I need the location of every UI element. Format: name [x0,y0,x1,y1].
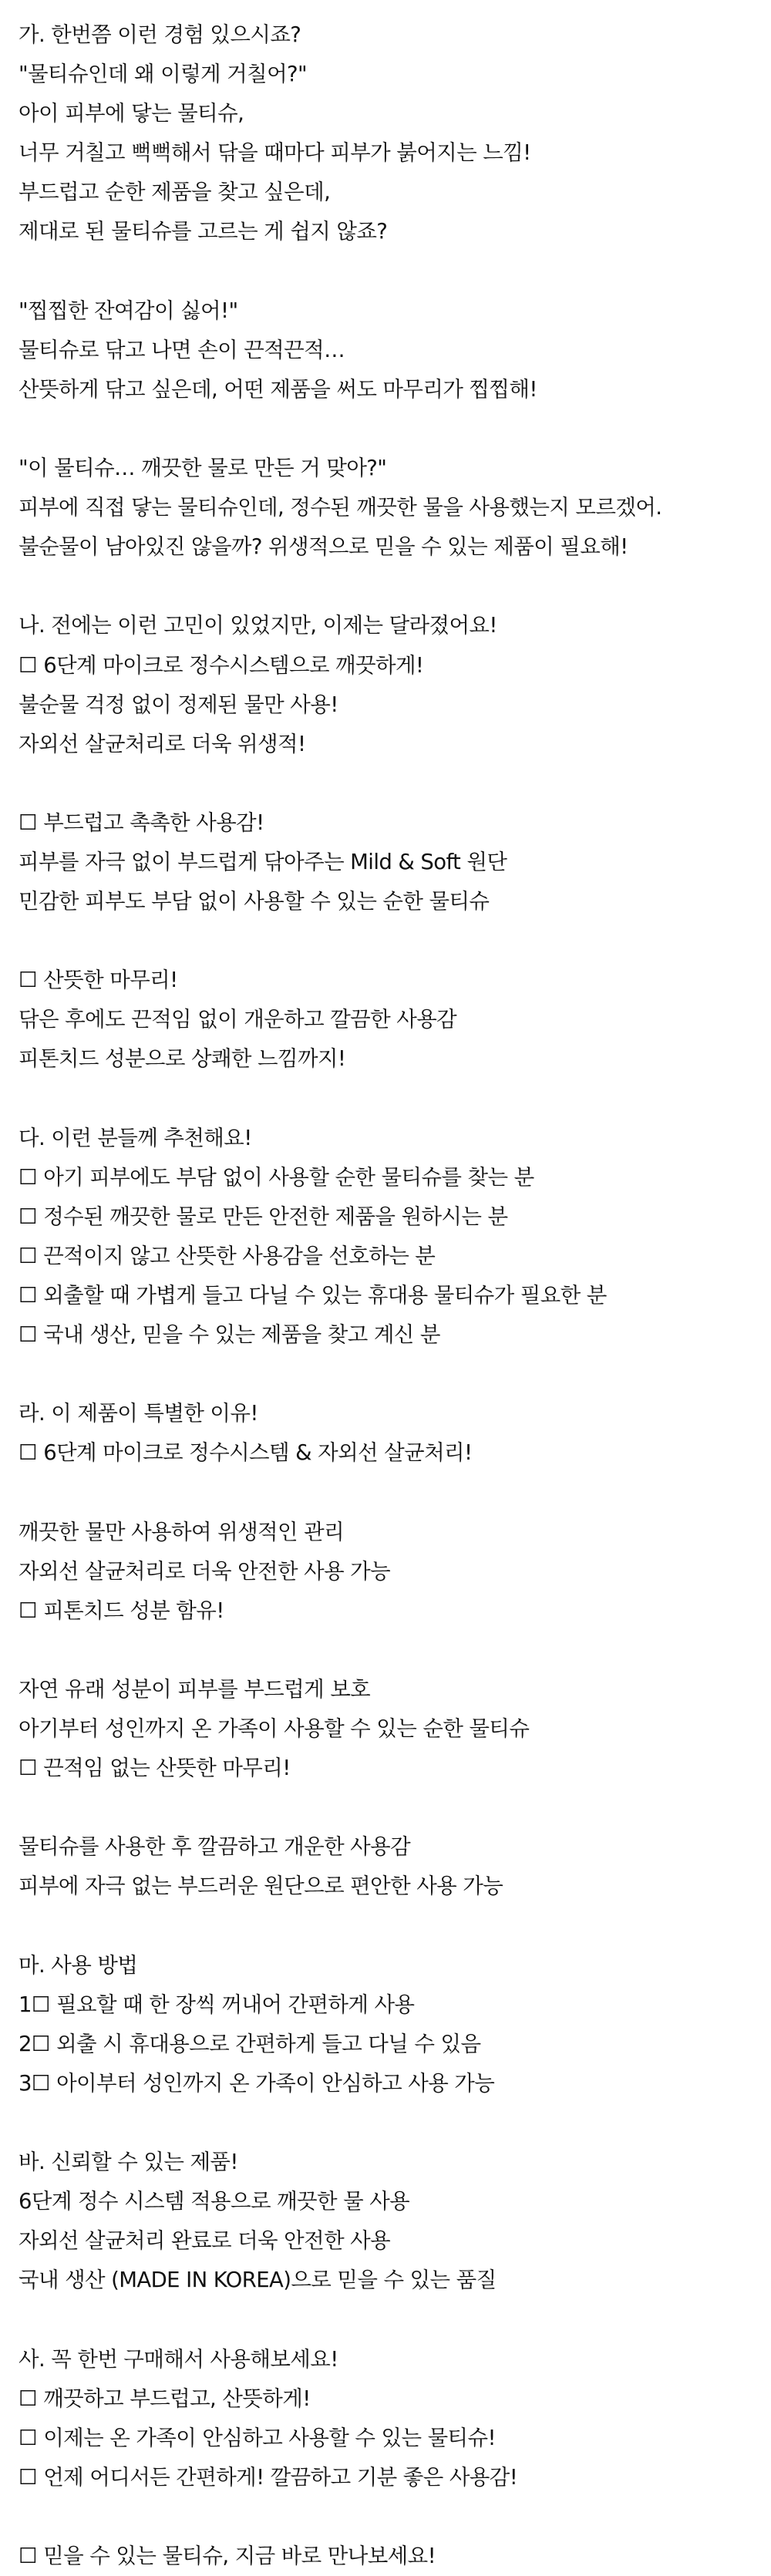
text-line: 부드럽고 순한 제품을 찾고 싶은데, [19,180,331,205]
checkbox-line: ☐ 끈적이지 않고 산뜻한 사용감을 선호하는 분 [19,1243,436,1268]
section-how-to-use [19,1946,759,2103]
paragraph-gap [19,1907,759,1946]
text-line: 피톤치드 성분으로 상쾌한 느낌까지! [19,1046,346,1072]
checkbox-line: ☐ 언제 어디서든 간편하게! 깔끔하고 기분 좋은 사용감! [19,2464,518,2490]
paragraph-gap [19,252,759,291]
text-line: 민감한 피부도 부담 없이 사용할 수 있는 순한 물티슈 [19,889,490,914]
text-line: 제대로 된 물티슈를 고르는 게 쉽지 않죠? [19,219,388,244]
section-heading: 사. 꼭 한번 구매해서 사용해보세요! [19,2346,338,2372]
text-line: 물티슈로 닦고 나면 손이 끈적끈적… [19,337,345,362]
paragraph-gap [19,1079,759,1119]
text-line: 불순물 걱정 없이 정제된 물만 사용! [19,692,338,717]
checkbox-line: ☐ 국내 생산, 믿을 수 있는 제품을 찾고 계신 분 [19,1322,440,1348]
text-line: 6단계 정수 시스템 적용으로 깨끗한 물 사용 [19,2189,410,2214]
text-line: 산뜻하게 닦고 싶은데, 어떤 제품을 써도 마무리가 찝찝해! [19,376,537,402]
paragraph-gap [19,921,759,961]
section-clean-water-question [19,449,759,567]
text-line: 불순물이 남아있진 않을까? 위생적으로 믿을 수 있는 제품이 필요해! [19,534,628,560]
checkbox-line: ☐ 이제는 온 가족이 안심하고 사용할 수 있는 물티슈! [19,2425,496,2450]
checkbox-line: ☐ 6단계 마이크로 정수시스템으로 깨끗하게! [19,652,424,678]
checkbox-line: ☐ 끈적임 없는 산뜻한 마무리! [19,1756,291,1781]
section-buy-now [19,2340,759,2497]
checkbox-line: ☐ 피톤치드 성분 함유! [19,1598,224,1623]
section-heading: 라. 이 제품이 특별한 이유! [19,1401,258,1426]
text-line: 아이 피부에 닿는 물티슈, [19,101,244,126]
section-why-special [19,1394,759,1473]
text-line: 피부에 자극 없는 부드러운 원단으로 편안한 사용 가능 [19,1874,503,1899]
checkbox-line: ☐ 부드럽고 촉촉한 사용감! [19,810,264,835]
section-heading: 가. 한번쯤 이런 경험 있으시죠? [19,22,301,47]
text-line: 너무 거칠고 뻑뻑해서 닦을 때마다 피부가 붉어지는 느낌! [19,140,531,166]
checkbox-line: ☐ 6단계 마이크로 정수시스템 & 자외선 살균처리! [19,1440,473,1466]
text-line: 물티슈를 사용한 후 깔끔하고 개운한 사용감 [19,1834,411,1860]
text-line: "찝찝한 잔여감이 싫어!" [19,298,238,323]
checkbox-line: ☐ 산뜻한 마무리! [19,968,178,993]
section-closing [19,2537,759,2576]
paragraph-gap [19,764,759,803]
checkbox-line: ☐ 아기 피부에도 부담 없이 사용할 순한 물티슈를 찾는 분 [19,1164,534,1190]
text-line: 깨끗한 물만 사용하여 위생적인 관리 [19,1519,345,1544]
section-natural-ingredients [19,1670,759,1788]
checkbox-line: ☐ 정수된 깨끗한 물로 만든 안전한 제품을 원하시는 분 [19,1204,508,1229]
section-fresh-finish [19,961,759,1079]
step-line: 1☐ 필요할 때 한 장씩 꺼내어 간편하게 사용 [19,1992,415,2017]
text-line: 자외선 살균처리 완료로 더욱 안전한 사용 [19,2228,391,2254]
step-line: 2☐ 외출 시 휴대용으로 간편하게 들고 다닐 수 있음 [19,2031,481,2056]
text-line: 피부에 직접 닿는 물티슈인데, 정수된 깨끗한 물을 사용했는지 모르겠어. [19,495,662,520]
section-heading: 바. 신뢰할 수 있는 제품! [19,2150,238,2175]
section-hygiene [19,1513,759,1631]
section-heading: 다. 이런 분들께 추천해요! [19,1125,252,1150]
section-recommended-for [19,1119,759,1355]
text-line: 닦은 후에도 끈적임 없이 개운하고 깔끔한 사용감 [19,1007,457,1032]
text-line: 자외선 살균처리로 더욱 위생적! [19,731,306,756]
section-common-experience [19,15,759,252]
section-heading: 나. 전에는 이런 고민이 있었지만, 이제는 달라졌어요! [19,613,497,638]
text-line: 자외선 살균처리로 더욱 안전한 사용 가능 [19,1558,391,1584]
text-line: "물티슈인데 왜 이렇게 거칠어?" [19,62,308,87]
text-line: 아기부터 성인까지 온 가족이 사용할 수 있는 순한 물티슈 [19,1716,530,1742]
paragraph-gap [19,1355,759,1394]
step-line: 3☐ 아이부터 성인까지 온 가족이 안심하고 사용 가능 [19,2070,495,2096]
section-residue-complaint [19,291,759,409]
paragraph-gap [19,1473,759,1512]
text-line: 피부를 자극 없이 부드럽게 닦아주는 Mild & Soft 원단 [19,849,507,874]
paragraph-gap [19,2103,759,2143]
checkbox-line: ☐ 믿을 수 있는 물티슈, 지금 바로 만나보세요! [19,2544,436,2568]
top-spacer [19,0,759,15]
text-line: 국내 생산 (MADE IN KOREA)으로 믿을 수 있는 품질 [19,2268,497,2293]
paragraph-gap [19,2497,759,2537]
section-after-use [19,1827,759,1906]
section-soft-feel [19,803,759,921]
paragraph-gap [19,2300,759,2339]
checkbox-line: ☐ 깨끗하고 부드럽고, 산뜻하게! [19,2386,311,2411]
text-line: "이 물티슈… 깨끗한 물로 만든 거 맞아?" [19,456,387,481]
checkbox-line: ☐ 외출할 때 가볍게 들고 다닐 수 있는 휴대용 물티슈가 필요한 분 [19,1283,607,1308]
paragraph-gap [19,567,759,606]
text-line: 자연 유래 성분이 피부를 부드럽게 보호 [19,1676,371,1702]
paragraph-gap [19,1788,759,1827]
paragraph-gap [19,1631,759,1670]
section-heading: 마. 사용 방법 [19,1952,138,1978]
paragraph-gap [19,409,759,449]
section-now-different [19,606,759,763]
section-trusted-product [19,2143,759,2300]
product-description-document [19,0,759,2576]
